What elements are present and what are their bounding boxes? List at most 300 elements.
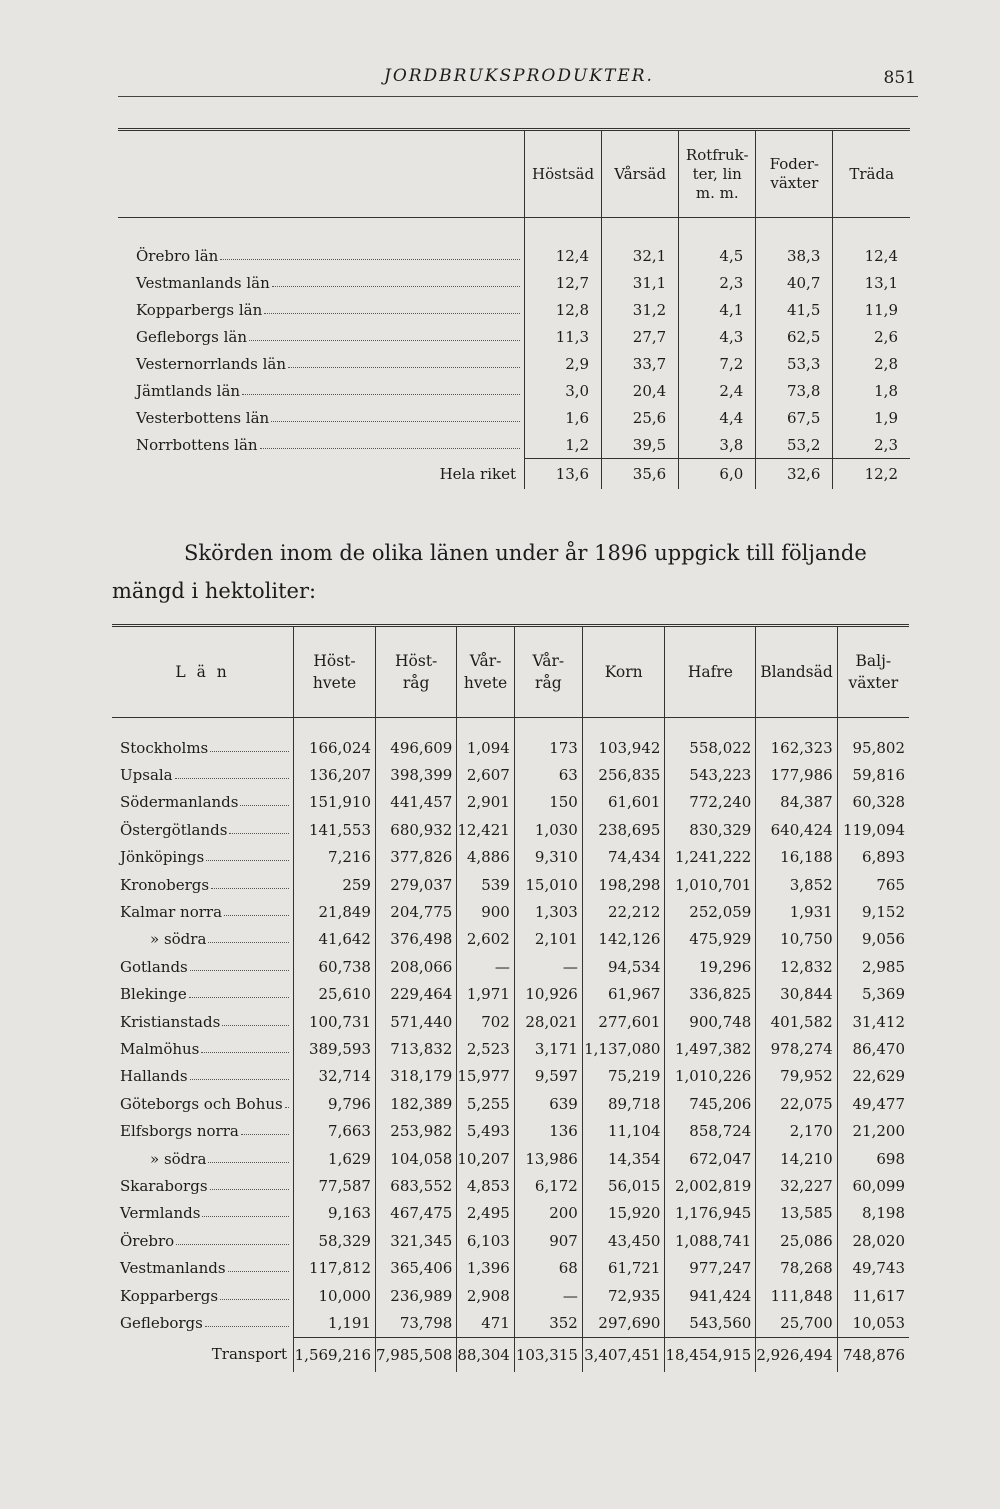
- county-name: Vestmanlands: [120, 1259, 226, 1278]
- spacer-row: [118, 218, 910, 243]
- table-cell: 67,5: [756, 404, 833, 431]
- table-cell: 62,5: [756, 323, 833, 350]
- table-cell: 8,198: [837, 1200, 909, 1227]
- table-cell: 136: [514, 1117, 582, 1144]
- table-row: [112, 1254, 909, 1281]
- table-cell: 141,553: [294, 816, 376, 843]
- table-cell: 683,552: [375, 1172, 456, 1199]
- leader-dots: [201, 1040, 289, 1053]
- county-name: Gefleborgs län: [136, 327, 248, 346]
- table-cell: 496,609: [375, 734, 456, 761]
- table-cell: 2,3: [833, 431, 910, 459]
- county-name: Södermanlands: [120, 793, 239, 812]
- row-label: [112, 1063, 294, 1090]
- leader-dots: [210, 739, 289, 752]
- table-cell: 25,6: [602, 404, 679, 431]
- leader-dots: [242, 382, 520, 395]
- table-cell: 11,3: [525, 323, 602, 350]
- table-cell: 28,020: [837, 1227, 909, 1254]
- table-row: [118, 296, 910, 323]
- table-row: [112, 734, 909, 761]
- table-cell: 558,022: [665, 734, 756, 761]
- table-cell: 39,5: [602, 431, 679, 459]
- row-label: [112, 1309, 294, 1337]
- leader-dots: [176, 1232, 289, 1245]
- table-row: [112, 1172, 909, 1199]
- table-cell: 1,094: [457, 734, 515, 761]
- table-row: [112, 1117, 909, 1144]
- table-cell: 6,893: [837, 844, 909, 871]
- table-cell: 398,399: [375, 761, 456, 788]
- transport-cell: 748,876: [837, 1337, 909, 1372]
- table-cell: 4,3: [679, 323, 756, 350]
- table-cell: 977,247: [665, 1254, 756, 1281]
- table-cell: 53,3: [756, 350, 833, 377]
- table-cell: 15,920: [582, 1200, 665, 1227]
- table-row: [118, 323, 910, 350]
- leader-dots: [271, 409, 520, 422]
- row-label: [112, 816, 294, 843]
- table-row: [112, 1227, 909, 1254]
- column-header: Korn: [582, 626, 665, 718]
- table-cell: 25,700: [756, 1309, 837, 1337]
- table-cell: 13,1: [833, 269, 910, 296]
- table-cell: 1,137,080: [582, 1035, 665, 1062]
- table-cell: 10,053: [837, 1309, 909, 1337]
- spacer-cell: [375, 718, 456, 735]
- column-header: Rotfruk- ter, lin m. m.: [679, 130, 756, 218]
- table-cell: 277,601: [582, 1008, 665, 1035]
- spacer-cell: [837, 718, 909, 735]
- county-name: Hallands: [120, 1067, 188, 1086]
- table-cell: 471: [457, 1309, 515, 1337]
- leader-dots: [222, 1013, 289, 1026]
- county-name: Norrbottens län: [136, 435, 258, 454]
- county-name: Kopparbergs län: [136, 300, 263, 319]
- county-column-header: L ä n: [112, 626, 294, 718]
- table-cell: 100,731: [294, 1008, 376, 1035]
- row-label: [112, 981, 294, 1008]
- table-cell: 49,477: [837, 1090, 909, 1117]
- table-row: [118, 404, 910, 431]
- row-label: [112, 1145, 294, 1172]
- table-cell: 9,152: [837, 898, 909, 925]
- county-name: Jämtlands län: [136, 381, 241, 400]
- table-cell: 10,750: [756, 926, 837, 953]
- table-cell: 4,886: [457, 844, 515, 871]
- transport-cell: 7,985,508: [375, 1337, 456, 1372]
- row-label: [112, 1227, 294, 1254]
- spacer-row: [112, 718, 909, 735]
- table-cell: 377,826: [375, 844, 456, 871]
- county-name: Gefleborgs: [120, 1314, 203, 1333]
- table-cell: 78,268: [756, 1254, 837, 1281]
- table-row: [118, 269, 910, 296]
- leader-dots: [205, 1314, 289, 1327]
- leader-dots: [264, 301, 520, 314]
- row-label: [118, 404, 525, 431]
- total-cell: 12,2: [833, 459, 910, 490]
- table-cell: 61,967: [582, 981, 665, 1008]
- table-cell: 236,989: [375, 1282, 456, 1309]
- county-name: Vermlands: [120, 1204, 201, 1223]
- table-cell: 27,7: [602, 323, 679, 350]
- county-name: Örebro län: [136, 246, 219, 265]
- table-cell: 256,835: [582, 761, 665, 788]
- table-cell: 182,389: [375, 1090, 456, 1117]
- leader-dots: [210, 1177, 290, 1190]
- table-row: [112, 844, 909, 871]
- table-cell: 5,369: [837, 981, 909, 1008]
- table-cell: 352: [514, 1309, 582, 1337]
- table-cell: 765: [837, 871, 909, 898]
- leader-dots: [206, 848, 289, 861]
- transport-cell: 88,304: [457, 1337, 515, 1372]
- leader-dots: [175, 766, 289, 779]
- table-cell: 86,470: [837, 1035, 909, 1062]
- table-row: [112, 898, 909, 925]
- leader-dots: [202, 1204, 289, 1217]
- table-row: [112, 1035, 909, 1062]
- table-cell: 25,610: [294, 981, 376, 1008]
- table-cell: 7,663: [294, 1117, 376, 1144]
- table-cell: 30,844: [756, 981, 837, 1008]
- column-header: Höstsäd: [525, 130, 602, 218]
- table-row: [118, 377, 910, 404]
- table-cell: 19,296: [665, 953, 756, 980]
- row-label: [112, 1035, 294, 1062]
- table-cell: 53,2: [756, 431, 833, 459]
- spacer-cell: [665, 718, 756, 735]
- leader-dots: [229, 821, 289, 834]
- table-cell: 31,412: [837, 1008, 909, 1035]
- table-cell: 772,240: [665, 789, 756, 816]
- county-name: Kronobergs: [120, 875, 210, 894]
- county-name: » södra: [150, 1149, 207, 1168]
- table-cell: 11,617: [837, 1282, 909, 1309]
- leader-dots: [211, 876, 289, 889]
- running-title: JORDBRUKSPRODUKTER.: [384, 66, 654, 86]
- table-cell: 1,191: [294, 1309, 376, 1337]
- table-cell: 38,3: [756, 242, 833, 269]
- table-cell: 204,775: [375, 898, 456, 925]
- table-cell: 376,498: [375, 926, 456, 953]
- table-row: [118, 431, 910, 459]
- row-label: [118, 377, 525, 404]
- table-cell: 9,597: [514, 1063, 582, 1090]
- table-row: [112, 1145, 909, 1172]
- table-cell: 32,714: [294, 1063, 376, 1090]
- row-label: [112, 1008, 294, 1035]
- county-name: Östergötlands: [120, 820, 228, 839]
- row-label: [112, 1117, 294, 1144]
- row-label: [112, 844, 294, 871]
- row-label: [118, 431, 525, 459]
- table-cell: 2,3: [679, 269, 756, 296]
- table-cell: 1,931: [756, 898, 837, 925]
- table-cell: 4,1: [679, 296, 756, 323]
- table-cell: 59,816: [837, 761, 909, 788]
- table-cell: 543,560: [665, 1309, 756, 1337]
- table-cell: 1,9: [833, 404, 910, 431]
- table-cell: 1,2: [525, 431, 602, 459]
- table-cell: 151,910: [294, 789, 376, 816]
- table-cell: 9,056: [837, 926, 909, 953]
- leader-dots: [189, 985, 289, 998]
- total-cell: 35,6: [602, 459, 679, 490]
- table-cell: 3,0: [525, 377, 602, 404]
- table-cell: 12,4: [833, 242, 910, 269]
- table-cell: 467,475: [375, 1200, 456, 1227]
- table-cell: 2,4: [679, 377, 756, 404]
- table-cell: 672,047: [665, 1145, 756, 1172]
- table-row: [112, 816, 909, 843]
- table-cell: 10,000: [294, 1282, 376, 1309]
- table-cell: 441,457: [375, 789, 456, 816]
- table-cell: 571,440: [375, 1008, 456, 1035]
- column-header: Höst- hvete: [294, 626, 376, 718]
- table-cell: 32,1: [602, 242, 679, 269]
- header-blank: [118, 130, 525, 218]
- table-cell: 318,179: [375, 1063, 456, 1090]
- column-header: Balj- växter: [837, 626, 909, 718]
- spacer-cell: [582, 718, 665, 735]
- table-cell: 142,126: [582, 926, 665, 953]
- table-cell: 10,926: [514, 981, 582, 1008]
- table-cell: 2,495: [457, 1200, 515, 1227]
- table-cell: 2,8: [833, 350, 910, 377]
- row-label: [112, 1172, 294, 1199]
- row-label: [118, 242, 525, 269]
- row-label: [112, 953, 294, 980]
- table-cell: 60,099: [837, 1172, 909, 1199]
- table-cell: 6,172: [514, 1172, 582, 1199]
- table-cell: 198,298: [582, 871, 665, 898]
- column-header: Foder- växter: [756, 130, 833, 218]
- table-cell: 166,024: [294, 734, 376, 761]
- table-cell: 94,534: [582, 953, 665, 980]
- spacer-cell: [118, 218, 525, 243]
- spacer-cell: [756, 218, 833, 243]
- transport-cell: 18,454,915: [665, 1337, 756, 1372]
- table-cell: 1,010,701: [665, 871, 756, 898]
- spacer-cell: [602, 218, 679, 243]
- table-cell: 21,849: [294, 898, 376, 925]
- table-cell: 22,629: [837, 1063, 909, 1090]
- total-label: Hela riket: [439, 464, 516, 483]
- transport-cell: 2,926,494: [756, 1337, 837, 1372]
- transport-cell: 103,315: [514, 1337, 582, 1372]
- leader-dots: [285, 1095, 289, 1108]
- table-cell: 1,010,226: [665, 1063, 756, 1090]
- row-label: [112, 761, 294, 788]
- table-row: [112, 871, 909, 898]
- row-label: [112, 1090, 294, 1117]
- table-row: [112, 953, 909, 980]
- table-cell: 33,7: [602, 350, 679, 377]
- table-cell: 745,206: [665, 1090, 756, 1117]
- table-cell: 2,908: [457, 1282, 515, 1309]
- table-cell: 389,593: [294, 1035, 376, 1062]
- table-cell: 7,216: [294, 844, 376, 871]
- leader-dots: [220, 247, 520, 260]
- table-row: [112, 789, 909, 816]
- table-cell: 6,103: [457, 1227, 515, 1254]
- table-cell: 28,021: [514, 1008, 582, 1035]
- table-cell: 117,812: [294, 1254, 376, 1281]
- table-cell: 252,059: [665, 898, 756, 925]
- table-row: [112, 1063, 909, 1090]
- table-cell: 177,986: [756, 761, 837, 788]
- table-cell: 713,832: [375, 1035, 456, 1062]
- column-header: Blandsäd: [756, 626, 837, 718]
- table-cell: 63: [514, 761, 582, 788]
- column-header: Vårsäd: [602, 130, 679, 218]
- table-row: [112, 1008, 909, 1035]
- table-cell: 208,066: [375, 953, 456, 980]
- table-cell: 702: [457, 1008, 515, 1035]
- county-name: Örebro: [120, 1231, 175, 1250]
- table-cell: 103,942: [582, 734, 665, 761]
- table-cell: 639: [514, 1090, 582, 1117]
- county-name: Gotlands: [120, 957, 188, 976]
- table-cell: 89,718: [582, 1090, 665, 1117]
- table-cell: 16,188: [756, 844, 837, 871]
- table-cell: 11,104: [582, 1117, 665, 1144]
- row-label: [112, 926, 294, 953]
- table-cell: 40,7: [756, 269, 833, 296]
- table-cell: 22,212: [582, 898, 665, 925]
- column-header: Hafre: [665, 626, 756, 718]
- row-label: [118, 296, 525, 323]
- table-cell: 1,303: [514, 898, 582, 925]
- table-cell: 58,329: [294, 1227, 376, 1254]
- row-label: [112, 1200, 294, 1227]
- table-cell: 61,721: [582, 1254, 665, 1281]
- table-cell: 200: [514, 1200, 582, 1227]
- transport-row: [112, 1337, 909, 1372]
- table-cell: 907: [514, 1227, 582, 1254]
- county-name: Skaraborgs: [120, 1176, 208, 1195]
- table-cell: 12,832: [756, 953, 837, 980]
- leader-dots: [190, 958, 289, 971]
- table-cell: 41,642: [294, 926, 376, 953]
- table-cell: 2,985: [837, 953, 909, 980]
- table-cell: 2,602: [457, 926, 515, 953]
- table-cell: 539: [457, 871, 515, 898]
- table-cell: 1,6: [525, 404, 602, 431]
- spacer-cell: [679, 218, 756, 243]
- table-cell: 475,929: [665, 926, 756, 953]
- table-cell: 61,601: [582, 789, 665, 816]
- table-cell: 12,8: [525, 296, 602, 323]
- county-name: » södra: [150, 930, 207, 949]
- table-cell: 12,421: [457, 816, 515, 843]
- table-cell: 1,629: [294, 1145, 376, 1172]
- table-cell: 978,274: [756, 1035, 837, 1062]
- leader-dots: [241, 1122, 289, 1135]
- row-label: [112, 1254, 294, 1281]
- table-row: [118, 242, 910, 269]
- table-cell: 21,200: [837, 1117, 909, 1144]
- total-cell: 13,6: [525, 459, 602, 490]
- table-cell: 3,171: [514, 1035, 582, 1062]
- total-row: [118, 459, 910, 490]
- column-header: Träda: [833, 130, 910, 218]
- spacer-cell: [833, 218, 910, 243]
- county-name: Kristianstads: [120, 1012, 221, 1031]
- table-cell: 2,9: [525, 350, 602, 377]
- spacer-cell: [525, 218, 602, 243]
- table-cell: 941,424: [665, 1282, 756, 1309]
- table-cell: 1,497,382: [665, 1035, 756, 1062]
- table-cell: 3,852: [756, 871, 837, 898]
- table-cell: 14,210: [756, 1145, 837, 1172]
- table-cell: 60,328: [837, 789, 909, 816]
- table-cell: —: [514, 953, 582, 980]
- county-name: Jönköpings: [120, 848, 205, 867]
- table-cell: 543,223: [665, 761, 756, 788]
- table-cell: 297,690: [582, 1309, 665, 1337]
- table-cell: 7,2: [679, 350, 756, 377]
- row-label: [112, 789, 294, 816]
- table-cell: 12,4: [525, 242, 602, 269]
- table-cell: 9,796: [294, 1090, 376, 1117]
- table-row: [112, 981, 909, 1008]
- table-cell: 60,738: [294, 953, 376, 980]
- leader-dots: [260, 436, 520, 449]
- land-use-table: [118, 128, 910, 489]
- row-label: [112, 871, 294, 898]
- leader-dots: [208, 930, 289, 943]
- table-row: [112, 926, 909, 953]
- table-cell: —: [457, 953, 515, 980]
- table-cell: 259: [294, 871, 376, 898]
- table-cell: 2,901: [457, 789, 515, 816]
- county-name: Kopparbergs: [120, 1286, 219, 1305]
- table-cell: 229,464: [375, 981, 456, 1008]
- table-cell: 5,255: [457, 1090, 515, 1117]
- table-cell: 279,037: [375, 871, 456, 898]
- table-cell: 12,7: [525, 269, 602, 296]
- row-label: [112, 734, 294, 761]
- county-name: Blekinge: [120, 985, 187, 1004]
- table-row: [112, 1282, 909, 1309]
- table-row: [118, 350, 910, 377]
- table-row: [112, 1090, 909, 1117]
- spacer-cell: [294, 718, 376, 735]
- page-header: [118, 62, 918, 97]
- table-cell: 900,748: [665, 1008, 756, 1035]
- spacer-cell: [756, 718, 837, 735]
- county-name: Kalmar norra: [120, 903, 223, 922]
- table-cell: 162,323: [756, 734, 837, 761]
- row-label: [118, 323, 525, 350]
- table-cell: 698: [837, 1145, 909, 1172]
- table-cell: 830,329: [665, 816, 756, 843]
- county-name: Stockholms: [120, 738, 209, 757]
- leader-dots: [272, 274, 520, 287]
- table-cell: 43,450: [582, 1227, 665, 1254]
- table-cell: 73,8: [756, 377, 833, 404]
- table-cell: 68: [514, 1254, 582, 1281]
- table-cell: 1,088,741: [665, 1227, 756, 1254]
- table-cell: 136,207: [294, 761, 376, 788]
- table-cell: 25,086: [756, 1227, 837, 1254]
- table-cell: 15,977: [457, 1063, 515, 1090]
- row-label: [118, 269, 525, 296]
- table-row: [112, 1200, 909, 1227]
